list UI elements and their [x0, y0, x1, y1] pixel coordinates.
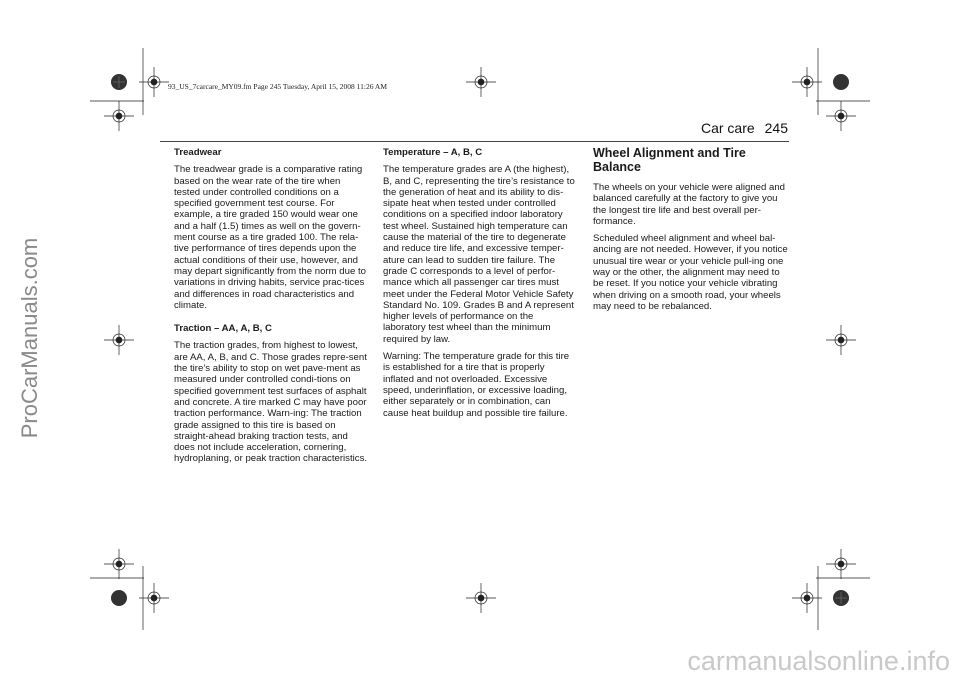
- alignment-paragraph-1: The wheels on your vehicle were aligned and balanced carefully at the factory to give you the longest tire life and best overall per-formance.: [593, 182, 785, 227]
- target-mark-left-middle: [104, 325, 134, 355]
- target-mark-top-right-2: [826, 101, 856, 131]
- temperature-paragraph: The temperature grades are A (the highest), B, and C, representing the tire’s resistance to the generation of heat and its ability to dis-sipate heat when tested under controlled conditions on a specified indoor laboratory test wheel. Sustained high temperature can cause the material of the tire to degenerate and reduce tire life, and excessive temper-ature can lead to sudden tire failure. The grade C corresponds to a level of perfor-mance which all passenger car tires must meet under the Federal Motor Vehicle Safety Standard No. 109. Grades B and A represent higher levels of performance on the laboratory test wheel than the minimum required by law.: [383, 164, 575, 345]
- alignment-heading: Wheel Alignment and Tire Balance: [593, 146, 746, 174]
- side-watermark-text: ProCarManuals.com: [17, 237, 42, 439]
- temperature-heading: Temperature – A, B, C: [383, 147, 483, 158]
- target-mark-bottom-left-2: [139, 583, 169, 613]
- temperature-warning: Warning: The temperature grade for this tire is established for a tire that is properly inflated and not overloaded. Excessive speed, underinflation, or excessive loading, either separately or in combination, can cause heat buildup and possible tire failure.: [383, 351, 570, 419]
- treadwear-heading: Treadwear: [174, 147, 222, 158]
- target-mark-bottom-left-1: [104, 549, 134, 579]
- target-mark-top-right-1: [792, 67, 822, 97]
- target-mark-bottom-right-1: [792, 583, 822, 613]
- traction-heading: Traction – AA, A, B, C: [174, 323, 272, 335]
- target-mark-bottom-center: [466, 583, 496, 613]
- traction-paragraph: The traction grades, from highest to lowest, are AA, A, B, and C. Those grades repre-sent the tire’s ability to stop on wet pave-ment as measured under controlled condi-tions on specified government test surfaces of asphalt and concrete. A tire marked C may have poor traction performance. Warn-ing: The traction grade assigned to this tire is based on straight-ahead braking traction tests, and does not include acceleration, cornering, hydroplaning, or peak traction characteristics.: [174, 340, 368, 465]
- bottom-watermark: carmanualsonline.info: [687, 646, 950, 676]
- target-mark-bottom-right-2: [826, 549, 856, 579]
- section-title: Car care: [700, 120, 755, 136]
- print-slug: 93_US_7carcare_MY09.fm Page 245 Tuesday, April 15, 2008 11:26 AM: [168, 82, 388, 91]
- target-mark-top-left-1: [104, 101, 134, 131]
- registration-dot-bottom-left: [111, 590, 127, 606]
- page-number: 245: [764, 120, 788, 136]
- registration-dot-top-left: [111, 74, 127, 90]
- target-mark-top-left-2: [139, 67, 169, 97]
- registration-dot-top-right: [833, 74, 849, 90]
- target-mark-right-middle: [826, 325, 856, 355]
- alignment-paragraph-2: Scheduled wheel alignment and wheel bal-ancing are not needed. However, if you notice unusual tire wear or your vehicle pull-ing one way or the other, the alignment may need to be reset. If you notice your vehicle vibrating when driving on a smooth road, your wheels may need to be rebalanced.: [593, 233, 788, 312]
- target-mark-top-center: [466, 67, 496, 97]
- treadwear-paragraph: The treadwear grade is a comparative rating based on the wear rate of the tire when tested under controlled conditions on a specified government test course. For example, a tire graded 150 would wear one and a half (1.5) times as well on the govern-ment course as a tire graded 100. The rela-tive performance of tires depends upon the actual conditions of their use, however, and may depart significantly from the norm due to variations in driving habits, service prac-tices and differences in road characteristics and climate.: [174, 164, 366, 311]
- registration-dot-bottom-right: [833, 590, 849, 606]
